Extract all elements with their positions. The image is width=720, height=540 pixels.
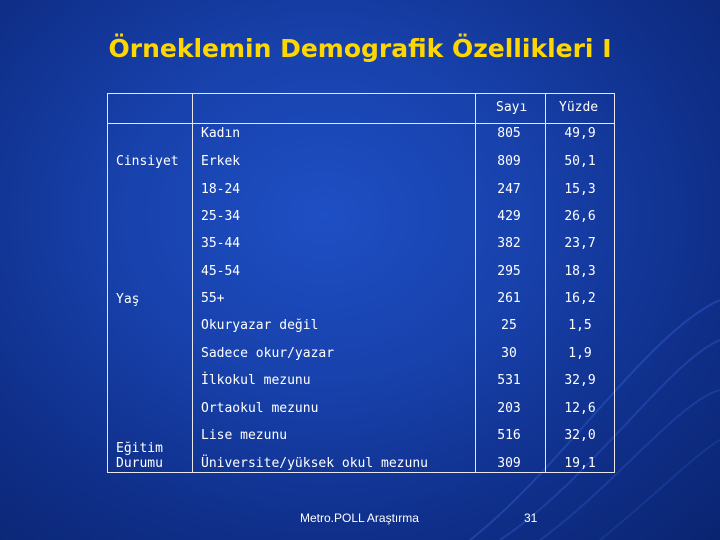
group-label-age: Yaş [116, 292, 140, 307]
row-label: Lise mezunu [201, 428, 288, 443]
row-percent: 50,1 [564, 154, 596, 169]
row-percent: 18,3 [564, 264, 596, 279]
row-label: 35-44 [201, 236, 241, 251]
row-count: 429 [497, 209, 521, 224]
row-label: 25-34 [201, 209, 241, 224]
row-percent: 1,5 [568, 318, 592, 333]
row-label: 18-24 [201, 182, 241, 197]
group-label-education [116, 441, 163, 471]
row-percent: 16,2 [564, 291, 596, 306]
group-label-education-line1: Eğitim [116, 441, 163, 456]
group-label-gender: Cinsiyet [116, 154, 179, 169]
table-divider [192, 94, 193, 472]
row-count: 809 [497, 154, 521, 169]
header-percent: Yüzde [559, 100, 599, 115]
table-divider [475, 94, 476, 472]
row-percent: 23,7 [564, 236, 596, 251]
row-label: Üniversite/yüksek okul mezunu [201, 456, 428, 471]
row-label: Okuryazar değil [201, 318, 319, 333]
row-count: 261 [497, 291, 521, 306]
header-count: Sayı [496, 100, 528, 115]
row-label: Erkek [201, 154, 241, 169]
row-label: 55+ [201, 291, 225, 306]
row-label: 45-54 [201, 264, 241, 279]
row-count: 30 [501, 346, 517, 361]
table-divider [108, 123, 614, 124]
group-label-education-line2: Durumu [116, 456, 163, 471]
row-label: Sadece okur/yazar [201, 346, 335, 361]
row-count: 805 [497, 126, 521, 141]
row-percent: 49,9 [564, 126, 596, 141]
row-percent: 19,1 [564, 456, 596, 471]
row-count: 309 [497, 456, 521, 471]
row-percent: 32,0 [564, 428, 596, 443]
row-percent: 1,9 [568, 346, 592, 361]
row-count: 203 [497, 401, 521, 416]
row-count: 247 [497, 182, 521, 197]
row-count: 295 [497, 264, 521, 279]
page-number: 31 [524, 511, 538, 525]
row-label: Kadın [201, 126, 241, 141]
footer-source: Metro.POLL Araştırma [300, 511, 419, 525]
table-divider [545, 94, 546, 472]
row-count: 531 [497, 373, 521, 388]
row-percent: 26,6 [564, 209, 596, 224]
row-label: Ortaokul mezunu [201, 401, 319, 416]
row-percent: 32,9 [564, 373, 596, 388]
row-count: 382 [497, 236, 521, 251]
row-count: 25 [501, 318, 517, 333]
row-count: 516 [497, 428, 521, 443]
row-percent: 15,3 [564, 182, 596, 197]
row-percent: 12,6 [564, 401, 596, 416]
page-title: Örneklemin Demografik Özellikleri I [108, 34, 612, 63]
demographics-table [107, 93, 615, 473]
row-label: İlkokul mezunu [201, 373, 311, 388]
